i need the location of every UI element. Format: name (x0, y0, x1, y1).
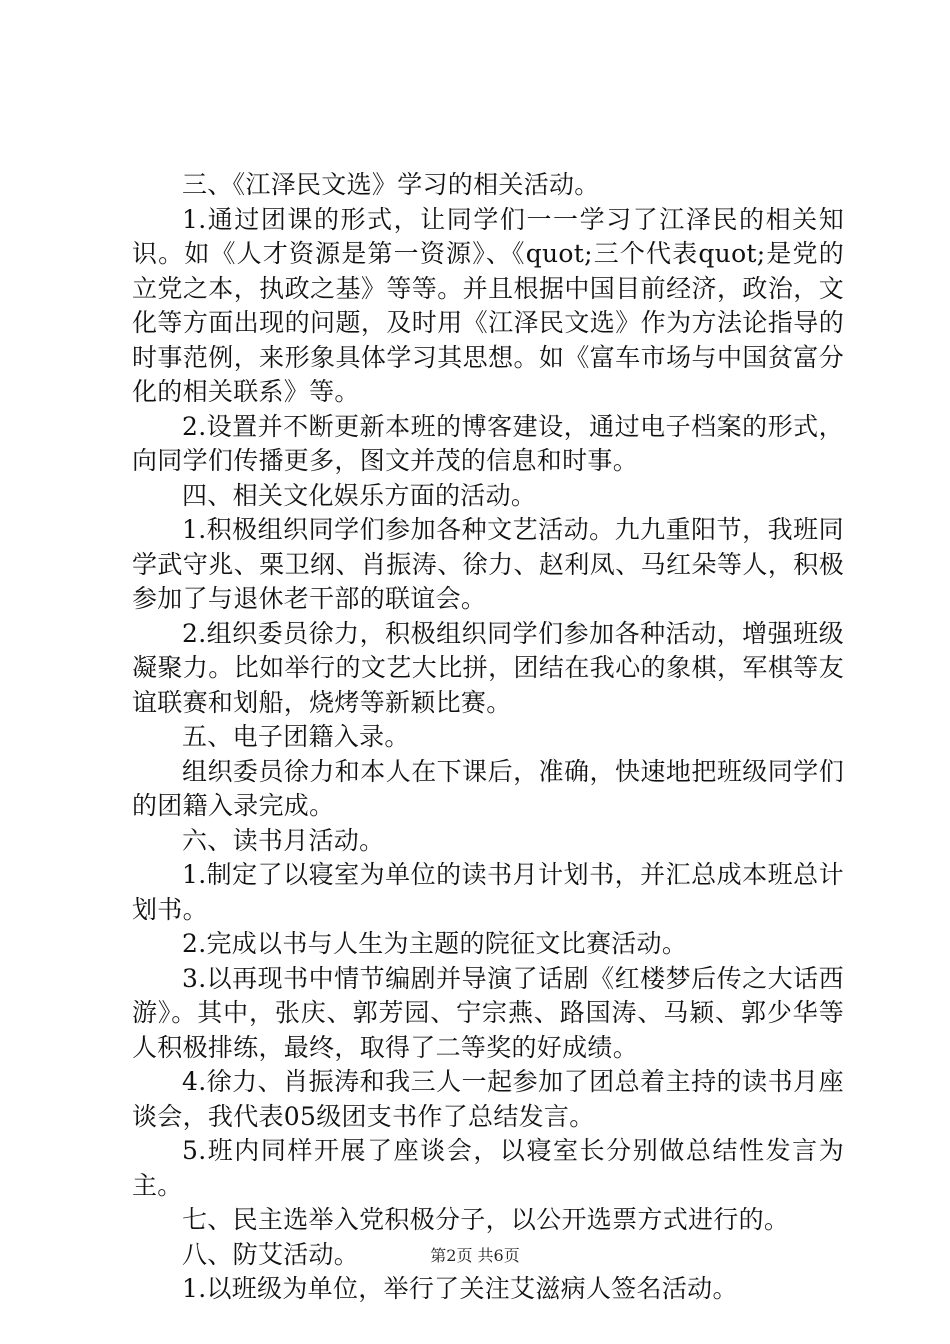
heading-section-8: 八、防艾活动。 (182, 1239, 360, 1269)
paragraph: 2.设置并不断更新本班的博客建设，通过电子档案的形式，向同学们传播更多，图文并茂的信息和时事。 (132, 411, 844, 475)
paragraph: 1.制定了以寝室为单位的读书月计划书，并汇总成本班总计划书。 (132, 860, 844, 924)
paragraph: 2.组织委员徐力，积极组织同学们参加各种活动，增强班级凝聚力。比如举行的文艺大比拼，团结在我心的象棋，军棋等友谊联赛和划船，烧烤等新颖比赛。 (132, 618, 844, 717)
page-number-label: 第2页 共6页 (430, 1246, 520, 1265)
heading-section-3: 三、《江泽民文选》学习的相关活动。 (182, 170, 600, 199)
paragraph: 组织委员徐力和本人在下课后，准确，快速地把班级同学们的团籍入录完成。 (132, 756, 844, 820)
paragraph: 2.完成以书与人生为主题的院征文比赛活动。 (182, 929, 688, 958)
paragraph: 1.积极组织同学们参加各种文艺活动。九九重阳节，我班同学武守兆、栗卫纲、肖振涛、徐力、赵利凤、马红朵等人，积极参加了与退休老干部的联谊会。 (132, 515, 844, 613)
heading-section-7: 七、民主选举入党积极分子，以公开选票方式进行的。 (182, 1205, 790, 1234)
paragraph: 1.通过团课的形式，让同学们一一学习了江泽民的相关知识。如《人才资源是第一资源》、《quot;三个代表quot;是党的立党之本，执政之基》等等。并且根据中国目前经济，政治，文化等方面出现的问题，及时用《江泽民文选》作为方法论指导的时事范例，来形象具体学习其思想。如《富车市场与中国贫富分化的相关联系》等。 (132, 204, 844, 406)
page-footer (0, 1246, 950, 1266)
paragraph: 4.徐力、肖振涛和我三人一起参加了团总着主持的读书月座谈会，我代表05级团支书作了总结发言。 (132, 1067, 844, 1131)
paragraph: 3.以再现书中情节编剧并导演了话剧《红楼梦后传之大话西游》。其中，张庆、郭芳园、宁宗燕、路国涛、马颖、郭少华等人积极排练，最终，取得了二等奖的好成绩。 (132, 963, 844, 1062)
document-body (132, 168, 844, 1307)
heading-section-5: 五、电子团籍入录。 (182, 722, 410, 751)
heading-section-4: 四、相关文化娱乐方面的活动。 (182, 480, 537, 510)
paragraph: 5.班内同样开展了座谈会，以寝室长分别做总结性发言为主。 (132, 1136, 844, 1200)
paragraph: 1.以班级为单位，举行了关注艾滋病人签名活动。 (182, 1274, 738, 1303)
heading-section-6: 六、读书月活动。 (182, 825, 385, 855)
